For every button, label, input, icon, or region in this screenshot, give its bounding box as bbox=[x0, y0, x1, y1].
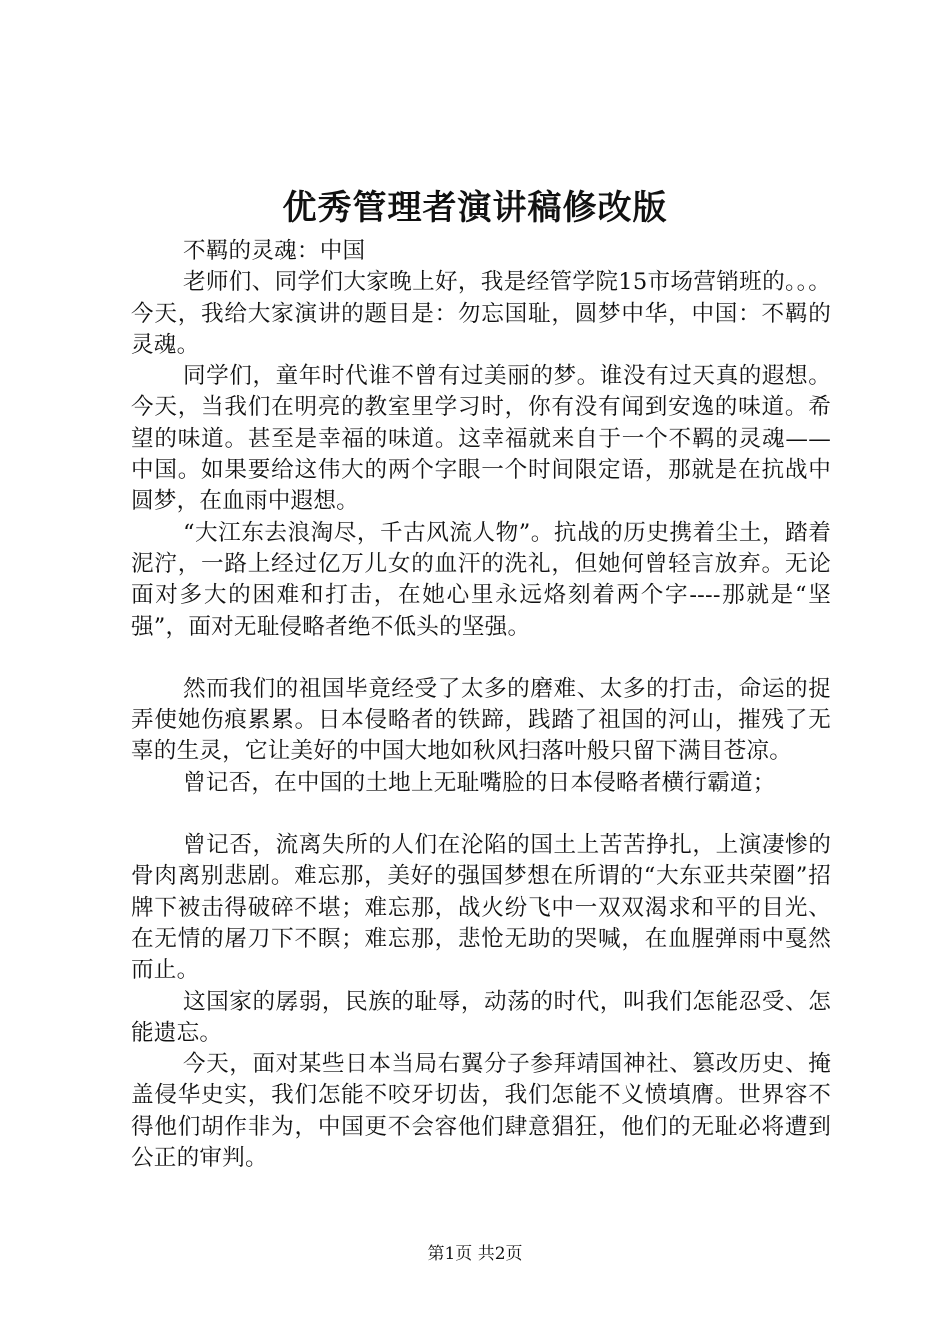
document-body bbox=[131, 236, 831, 1174]
paragraph-6: 曾记否，在中国的土地上无耻嘴脸的日本侵略者横行霸道； bbox=[182, 769, 776, 796]
paragraph-3: 同学们，童年时代谁不曾有过美丽的梦。谁没有过天真的遐想。今天，当我们在明亮的教室里学习时，你有没有闻到安逸的味道。希望的味道。甚至是幸福的味道。这幸福就来自于一个不羁的灵魂——中国。如果要给这伟大的两个字眼一个时间限定语，那就是在抗战中圆梦，在血雨中遐想。 bbox=[131, 363, 831, 515]
document-title: 优秀管理者演讲稿修改版 bbox=[282, 188, 668, 228]
paragraph-8: 这国家的孱弱，民族的耻辱，动荡的时代，叫我们怎能忍受、怎能遗忘。 bbox=[131, 988, 831, 1046]
paragraph-7: 曾记否，流离失所的人们在沦陷的国土上苦苦挣扎，上演凄惨的骨肉离别悲剧。难忘那，美好的强国梦想在所谓的“大东亚共荣圈”招牌下被击得破碎不堪；难忘那，战火纷飞中一双双渴求和平的目光、在无情的屠刀下不瞑；难忘那，悲怆无助的哭喊，在血腥弹雨中戛然而止。 bbox=[131, 832, 831, 984]
paragraph-9: 今天，面对某些日本当局右翼分子参拜靖国神社、篡改历史、掩盖侵华史实，我们怎能不咬牙切齿，我们怎能不义愤填膺。世界容不得他们胡作非为，中国更不会容他们肆意猖狂，他们的无耻必将遭到公正的审判。 bbox=[131, 1051, 831, 1172]
page-footer: 第1页 共2页 bbox=[427, 1244, 523, 1264]
paragraph-spacer bbox=[131, 643, 831, 674]
paragraph-5: 然而我们的祖国毕竟经受了太多的磨难、太多的打击，命运的捉弄使她伤痕累累。日本侵略者的铁蹄，践踏了祖国的河山，摧残了无辜的生灵，它让美好的中国大地如秋风扫落叶般只留下满目苍凉。 bbox=[131, 675, 831, 765]
paragraph-spacer bbox=[131, 799, 831, 830]
paragraph-4: “大江东去浪淘尽，千古风流人物”。抗战的历史携着尘土，踏着泥泞，一路上经过亿万儿女的血汗的洗礼，但她何曾轻言放弃。无论面对多大的困难和打击，在她心里永远烙刻着两个字----那就是“坚强”，面对无耻侵略者绝不低头的坚强。 bbox=[131, 519, 831, 640]
paragraph-1: 不羁的灵魂：中国 bbox=[182, 238, 366, 264]
paragraph-2: 老师们、同学们大家晚上好，我是经管学院15市场营销班的。。。今天，我给大家演讲的题目是：勿忘国耻，圆梦中华，中国：不羁的灵魂。 bbox=[131, 269, 831, 358]
